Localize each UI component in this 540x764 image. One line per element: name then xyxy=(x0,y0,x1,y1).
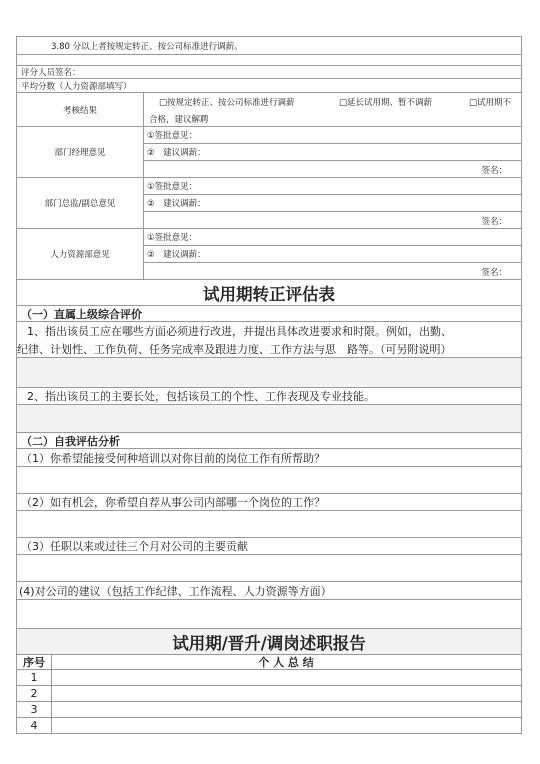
director-approval xyxy=(16,178,522,229)
hr-approval xyxy=(16,229,522,280)
option-fail-continued: 合格，建议解聘 xyxy=(149,115,209,125)
average-score-row xyxy=(16,79,522,93)
section1-q2-answer[interactable] xyxy=(16,405,522,433)
salary-suggestion-field[interactable]: ② 建议调薪： xyxy=(147,148,206,158)
section1-heading: （一）直属上级综合评价 xyxy=(21,307,142,321)
eval-form-title: 试用期转正评估表 xyxy=(203,284,335,304)
report-title: 试用期/晋升/调岗述职报告 xyxy=(172,633,366,653)
result-row xyxy=(16,93,522,127)
approval-label: 部门总监/副总意见 xyxy=(44,199,116,209)
row-number: 4 xyxy=(30,719,38,732)
report-row[interactable] xyxy=(16,718,522,734)
report-row[interactable] xyxy=(16,670,522,686)
section2-q2: （2）如有机会，你希望自荐从事公司内部哪一个岗位的工作？ xyxy=(21,496,325,509)
score-note: 3.80 分以上者按规定转正、按公司标准进行调薪。 xyxy=(51,41,243,52)
salary-suggestion-field[interactable]: ② 建议调薪： xyxy=(147,199,206,209)
result-label: 考核结果 xyxy=(62,105,97,116)
section2-q2-answer[interactable] xyxy=(16,511,522,538)
section2-q1-row xyxy=(16,449,522,467)
col-number-header: 序号 xyxy=(23,656,45,669)
row-number: 2 xyxy=(30,687,38,700)
col-summary-header: 个 人 总 结 xyxy=(258,656,314,669)
approve-opinion-field[interactable]: ①签批意见： xyxy=(147,182,198,192)
section1-q2: 2、指出该员工的主要长处，包括该员工的个性、工作表现及专业技能。 xyxy=(27,390,375,403)
section1-q1-row xyxy=(16,322,522,358)
section2-q3-answer[interactable] xyxy=(16,555,522,582)
report-row[interactable] xyxy=(16,702,522,718)
row-number: 1 xyxy=(30,671,38,684)
report-title-row xyxy=(16,629,522,655)
section1-q2-row xyxy=(16,388,522,405)
option-fail-checkbox[interactable]: □试用期不 xyxy=(469,98,512,108)
signature-field[interactable]: 签名： xyxy=(481,216,507,227)
signature-field[interactable]: 签名： xyxy=(481,267,507,278)
row-number: 3 xyxy=(30,703,38,716)
section2-q3-row xyxy=(16,538,522,555)
approve-opinion-field[interactable]: ①签批意见： xyxy=(147,131,198,141)
section1-heading-row xyxy=(16,306,522,322)
section2-q3: （3）任职以来或过往三个月对公司的主要贡献 xyxy=(21,540,248,553)
report-header-row xyxy=(16,655,522,670)
section2-q1-answer[interactable] xyxy=(16,467,522,494)
option-regularize-checkbox[interactable]: □按规定转正、按公司标准进行调薪 xyxy=(159,98,295,108)
signature-field[interactable]: 签名： xyxy=(481,165,507,176)
section2-q2-row xyxy=(16,494,522,511)
approval-label: 部门经理意见 xyxy=(54,148,106,158)
section2-heading: （二）自我评估分析 xyxy=(21,434,120,448)
approve-opinion-field[interactable]: ①签批意见： xyxy=(147,233,198,243)
dept-manager-approval xyxy=(16,127,522,178)
rater-signature-label: 评分人员签名： xyxy=(21,68,81,78)
salary-suggestion-field[interactable]: ② 建议调薪： xyxy=(147,250,206,260)
rater-signature-row xyxy=(16,66,522,79)
eval-title-row xyxy=(16,280,522,306)
section2-q4-row xyxy=(16,582,522,600)
section2-q4: (4)对公司的建议（包括工作纪律、工作流程、人力资源等方面） xyxy=(19,584,332,598)
approval-label: 人力资源部意见 xyxy=(50,250,110,260)
section1-q1-line1: 1、指出该员工应在哪些方面必须进行改进，并提出具体改进要求和时限。例如，出勤、 xyxy=(27,325,452,338)
report-row[interactable] xyxy=(16,686,522,702)
section2-heading-row xyxy=(16,433,522,449)
evaluation-document xyxy=(16,36,522,734)
section2-q4-answer[interactable] xyxy=(16,600,522,629)
section2-q1: （1）你希望能接受何种培训以对你目前的岗位工作有所帮助？ xyxy=(21,451,325,465)
option-extend-checkbox[interactable]: □延长试用期、暂不调薪 xyxy=(339,98,433,108)
score-note-row xyxy=(16,36,522,55)
average-score-label: 平均分数（人力资源部填写） xyxy=(21,81,132,92)
section1-q1-line2: 纪律、计划性、工作负荷、任务完成率及跟进力度、工作方法与思 路等。（可另附说明） xyxy=(17,343,452,356)
spacer-row xyxy=(16,55,522,66)
section1-q1-answer[interactable] xyxy=(16,358,522,388)
